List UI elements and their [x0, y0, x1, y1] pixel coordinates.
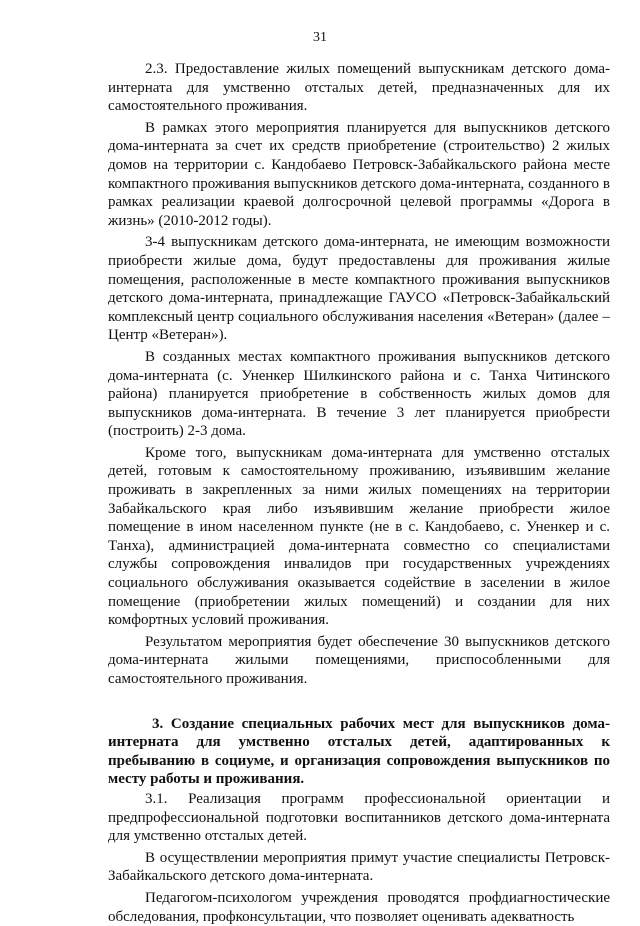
paragraph: В рамках этого мероприятия планируется для выпускников детского дома-интерната за счет их средств приобретение (строительство) 2 жилых домов на территории с. Кандобаево Петровск-Забайкальского района месте компактного проживания выпускников детского дома-интерната, созданного в рамках реализации краевой долгосрочной целевой программы «Дорога в жизнь» (2010-2012 годы).: [108, 119, 610, 229]
paragraph: Педагогом-психологом учреждения проводятся профдиагностические обследования, профконсультации, что позволяет оценивать адекватность: [108, 889, 610, 925]
document-body: [108, 60, 610, 926]
paragraph: Кроме того, выпускникам дома-интерната для умственно отсталых детей, готовым к самостоятельному проживанию, изъявившим желание проживать в закрепленных за ними жилых помещениях на территории Забайкальского края либо изъявившим желание приобрести жилое помещение в ином населенном пункте (не в с. Кандобаево, с. Уненкер и с. Танха), администрацией дома-интерната совместно со специалистами службы сопровождения инвалидов при государственных учреждениях социального обслуживания оказывается содействие в заселении в жилое помещение (приобретении жилых помещений) и создании для них комфортных условий проживания.: [108, 444, 610, 629]
section-heading: 3. Создание специальных рабочих мест для выпускников дома-интерната для умственно отсталых детей, адаптированных к пребыванию в социуме, и организация сопровождения выпускников по месту работы и проживания.: [108, 715, 610, 788]
page-number: 31: [313, 30, 327, 45]
paragraph-2-3-title: 2.3. Предоставление жилых помещений выпускникам детского дома-интерната для умственно отсталых детей, предназначенных для их самостоятельного проживания.: [108, 61, 610, 115]
paragraph-3-1-title: 3.1. Реализация программ профессиональной ориентации и предпрофессиональной подготовки воспитанников детского дома-интерната для умственно отсталых детей.: [108, 790, 610, 845]
paragraph: 3-4 выпускникам детского дома-интерната, не имеющим возможности приобрести жилые дома, будут предоставлены для проживания жилые помещения, расположенные в месте компактного проживания выпускников детского дома-интерната, принадлежащие ГАУСО «Петровск-Забайкальский комплексный центр социального обслуживания населения «Ветеран» (далее – Центр «Ветеран»).: [108, 234, 610, 344]
paragraph: Результатом мероприятия будет обеспечение 30 выпускников детского дома-интерната жилыми помещениями, приспособленными для самостоятельного проживания.: [108, 633, 610, 687]
paragraph: В созданных местах компактного проживания выпускников детского дома-интерната (с. Уненкер Шилкинского района и с. Танха Читинского района) планируется приобретение в собственность жилых домов для выпускников дома-интерната. В течение 3 лет планируется приобрести (построить) 2-3 дома.: [108, 348, 610, 440]
paragraph: В осуществлении мероприятия примут участие специалисты Петровск-Забайкальского детского дома-интерната.: [108, 849, 610, 885]
